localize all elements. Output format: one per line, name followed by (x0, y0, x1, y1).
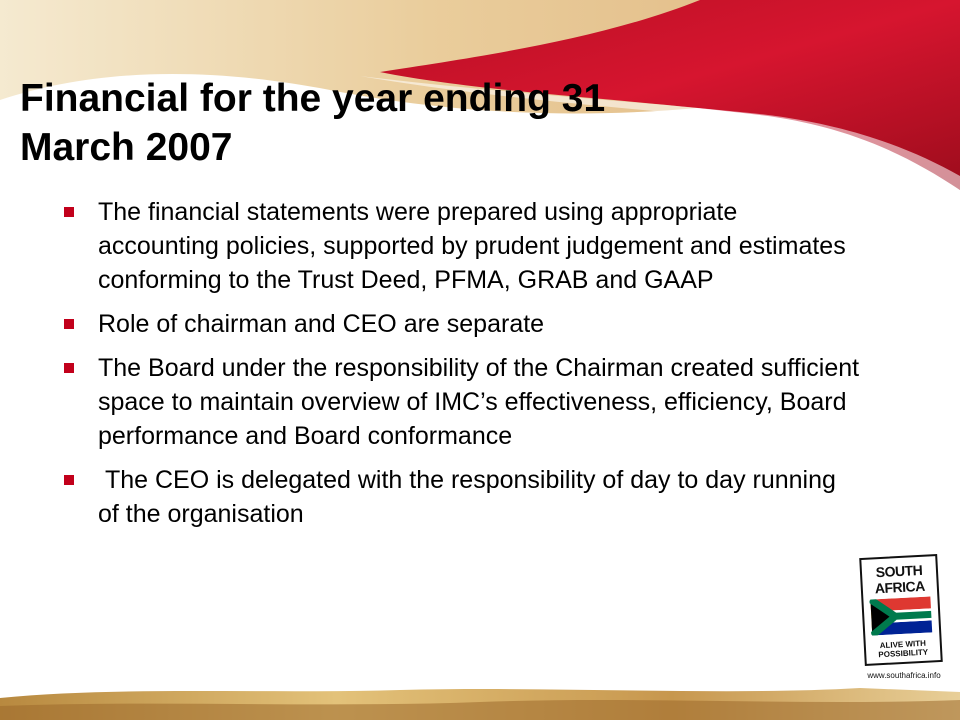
south-africa-logo (856, 556, 952, 686)
logo-url: www.southafrica.info (867, 671, 941, 680)
bullet-item (62, 307, 862, 341)
flag-icon (869, 596, 933, 635)
logo-line1: SOUTH (875, 561, 923, 581)
bullet-item (62, 463, 862, 531)
bottom-strip-decoration (0, 676, 960, 720)
slide-title (20, 74, 840, 172)
logo-tagline2: POSSIBILITY (878, 647, 929, 660)
logo-frame (859, 554, 943, 666)
bullet-text: The financial statements were prepared using appropriate accounting policies, supported by prudent judgement and estimates conforming to the Trust Deed, PFMA, GRAB and GAAP (98, 198, 846, 294)
bullet-text: Role of chairman and CEO are separate (98, 310, 545, 338)
logo-tagline1: ALIVE WITH (879, 638, 927, 651)
bullet-text: The Board under the responsibility of the Chairman created sufficient space to maintain overview of IMC’s effectiveness, efficiency, Board performance and Board conformance (98, 354, 860, 450)
bullet-item (62, 351, 862, 453)
slide-title-line1: Financial for the year ending 31 (20, 77, 606, 120)
bullet-square-icon (64, 363, 74, 373)
logo-line2: AFRICA (874, 577, 926, 597)
bullet-text: The CEO is delegated with the responsibility of day to day running of the organisation (98, 466, 843, 528)
bullet-item (62, 195, 862, 297)
slide-title-line2: March 2007 (20, 126, 233, 169)
bullet-square-icon (64, 319, 74, 329)
bullet-square-icon (64, 207, 74, 217)
bullet-list (62, 195, 862, 541)
bullet-square-icon (64, 475, 74, 485)
